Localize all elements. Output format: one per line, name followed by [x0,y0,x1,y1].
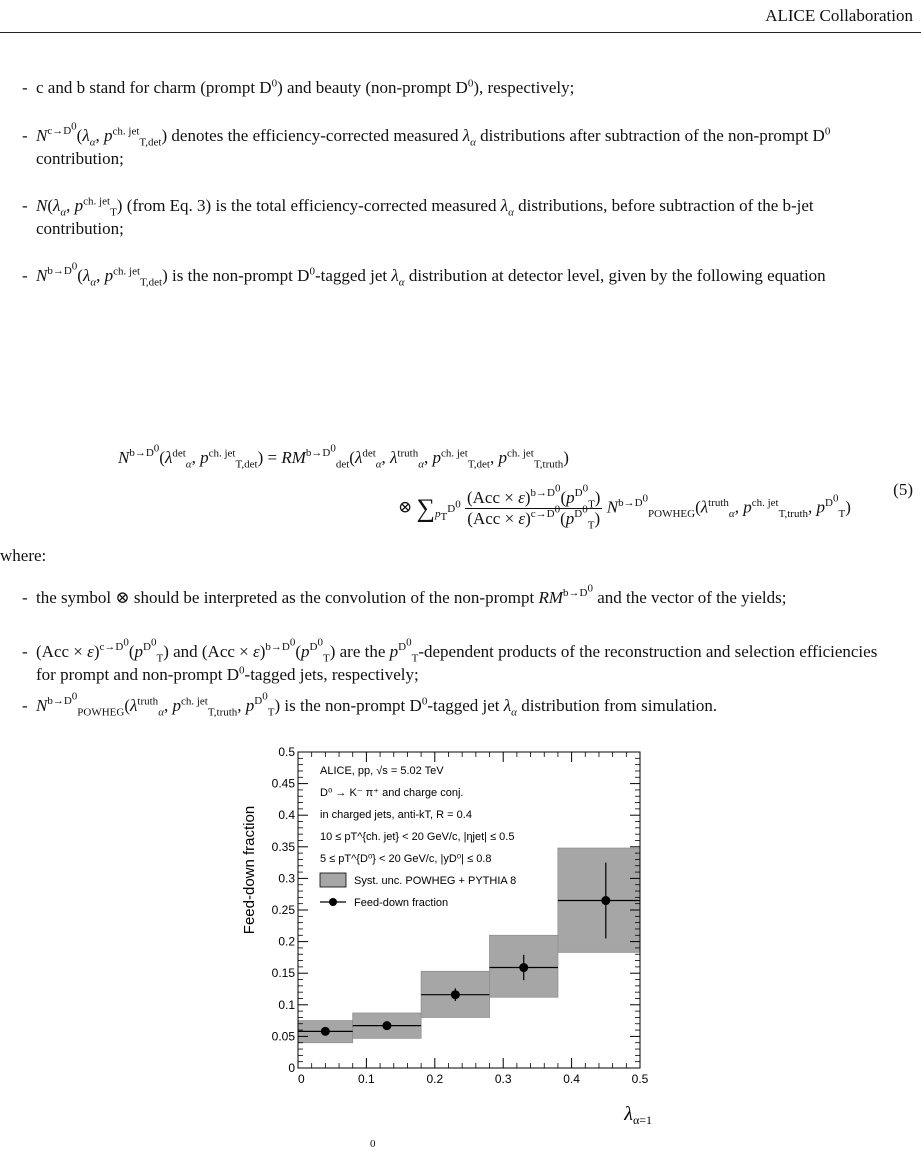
bullet-text: the symbol ⊗ should be interpreted as the convolution of the non-prompt $RM^{b\to D^0}$ and the vector of the yields; [36,582,787,607]
y-tick-label-1: 0.05 [271,1029,295,1044]
header-rule [0,32,921,33]
x-tick-label-3: 0.3 [494,1072,512,1086]
bullet-dash: - [22,196,28,215]
y-tick-label-7: 0.35 [271,839,295,854]
x-tick-label-1: 0.1 [358,1072,375,1086]
bullet-dash: - [22,696,28,715]
bullet-dash: - [22,588,28,607]
y-tick-label-6: 0.3 [278,871,295,886]
equation-line-2: ⊗ $\sum_{p_T^{D^0}}$ $\frac{(Acc \times \varepsilon)^{b\to D^0}(p^{D^0}_T)}{(Acc \times \varepsilon)^{c\to D^0}(p^{D^0}_T)}$ $N^{b\to D^0}_{POWHEG}(\lambda^{truth}_\alpha$, $p^{ch. jet}_{T,truth}$, $p^{D^0}_T$) [398,482,851,532]
annotation-1: D⁰ → K⁻ π⁺ and charge conj. [320,787,464,799]
running-head: ALICE Collaboration [765,6,913,25]
annotation-2: in charged jets, anti-kT, R = 0.4 [320,809,472,821]
where-label: where: [0,546,47,565]
bullet-text: $N^{b\to D^0}(\lambda_\alpha$, $p^{ch. jet}_{T,det}$) is the non-prompt $D^0$-tagged jet $\lambda_\alpha$ distribution at detector level, given by the following equation [36,260,826,289]
bullet-convolution [22,582,890,609]
bullet-prompt-distribution [22,120,890,170]
y-tick-label-0: 0 [288,1061,295,1075]
bullet-efficiencies [22,636,890,686]
y-axis-title: Feed-down fraction [241,805,258,935]
bullet-dash: - [22,642,28,661]
y-tick-label-8: 0.4 [278,808,295,823]
equation-5 [0,440,921,540]
data-point-4 [601,896,610,905]
legend-syst-label: Syst. unc. POWHEG + PYTHIA 8 [354,875,517,887]
bullet-text: $N(\lambda_\alpha$, $p^{ch. jet}_T$) (from Eq. 3) is the total efficiency-corrected measured $\lambda_\alpha$ distributions, before subtraction of the b-jet contribution; [36,195,814,238]
bullet-nonprompt-distribution [22,260,890,289]
bullet-dash: - [22,78,28,97]
bullet-text: $(Acc \times \varepsilon)^{c\to D^0}(p^{D^0}_T)$ and $(Acc \times \varepsilon)^{b\to D^0}(p^{D^0}_T)$ are the $p^{D^0}_T$-dependent products of the reconstruction and selection efficiencies for prompt and non-prompt $D^0$-tagged jets, respectively; [36,636,878,684]
bullet-simulation [22,690,890,719]
data-point-0 [321,1027,330,1036]
legend-syst-swatch [320,873,346,887]
x-tick-label-5: 0.5 [631,1072,649,1086]
annotation-3: 10 ≤ pT^{ch. jet} < 20 GeV/c, |ηjet| ≤ 0.5 [320,831,515,843]
x-tick-label-2: 0.2 [426,1072,444,1086]
feed-down-fraction-chart [232,718,672,1127]
caption-fragment: 0 [370,1138,376,1150]
legend-point-label: Feed-down fraction [354,897,449,909]
data-point-3 [519,963,528,972]
y-tick-label-9: 0.45 [271,776,295,791]
bullet-charm-beauty [22,76,890,99]
equation-line-1: $N^{b\to D^0}(\lambda^{det}_\alpha$, $p^{ch. jet}_{T,det}) = RM^{b\to D^0}_{det}(\lambda^{det}_\alpha$, $\lambda^{truth}_\alpha$, $p^{ch. jet}_{T,det}$, $p^{ch. jet}_{T,truth}$) [118,442,569,471]
annotation-4: 5 ≤ pT^{D⁰} < 20 GeV/c, |yD⁰| ≤ 0.8 [320,853,492,865]
bullet-text: $N^{b\to D^0}_{POWHEG}(\lambda^{truth}_\alpha$, $p^{ch. jet}_{T,truth}$, $p^{D^0}_T$) is the non-prompt $D^0$-tagged jet $\lambda_\alpha$ distribution from simulation. [36,690,718,719]
bullet-dash: - [22,266,28,285]
bullet-dash: - [22,126,28,145]
x-tick-label-4: 0.4 [563,1072,580,1086]
y-tick-label-4: 0.2 [278,934,295,949]
legend-point-marker [329,898,337,906]
x-tick-label-0: 0 [298,1072,305,1086]
y-tick-label-5: 0.25 [271,903,295,917]
y-tick-label-3: 0.15 [271,966,295,981]
bullet-total-distribution [22,194,890,240]
equation-number: (5) [893,480,913,499]
y-tick-label-2: 0.1 [278,997,295,1012]
data-point-1 [382,1021,391,1030]
x-axis-title: $\lambda_{\alpha=1}$ [624,1103,652,1127]
data-point-2 [451,990,460,999]
bullet-text: c and b stand for charm (prompt $D^0$) and beauty (non-prompt $D^0$), respectively; [36,77,575,97]
y-tick-label-10: 0.5 [278,745,295,759]
annotation-0: ALICE, pp, √s = 5.02 TeV [320,765,444,777]
bullet-text: $N^{c\to D^0}(\lambda_\alpha$, $p^{ch. jet}_{T,det}$) denotes the efficiency-corrected measured $\lambda_\alpha$ distributions after subtraction of the non-prompt $D^0$ contribution; [36,120,831,168]
